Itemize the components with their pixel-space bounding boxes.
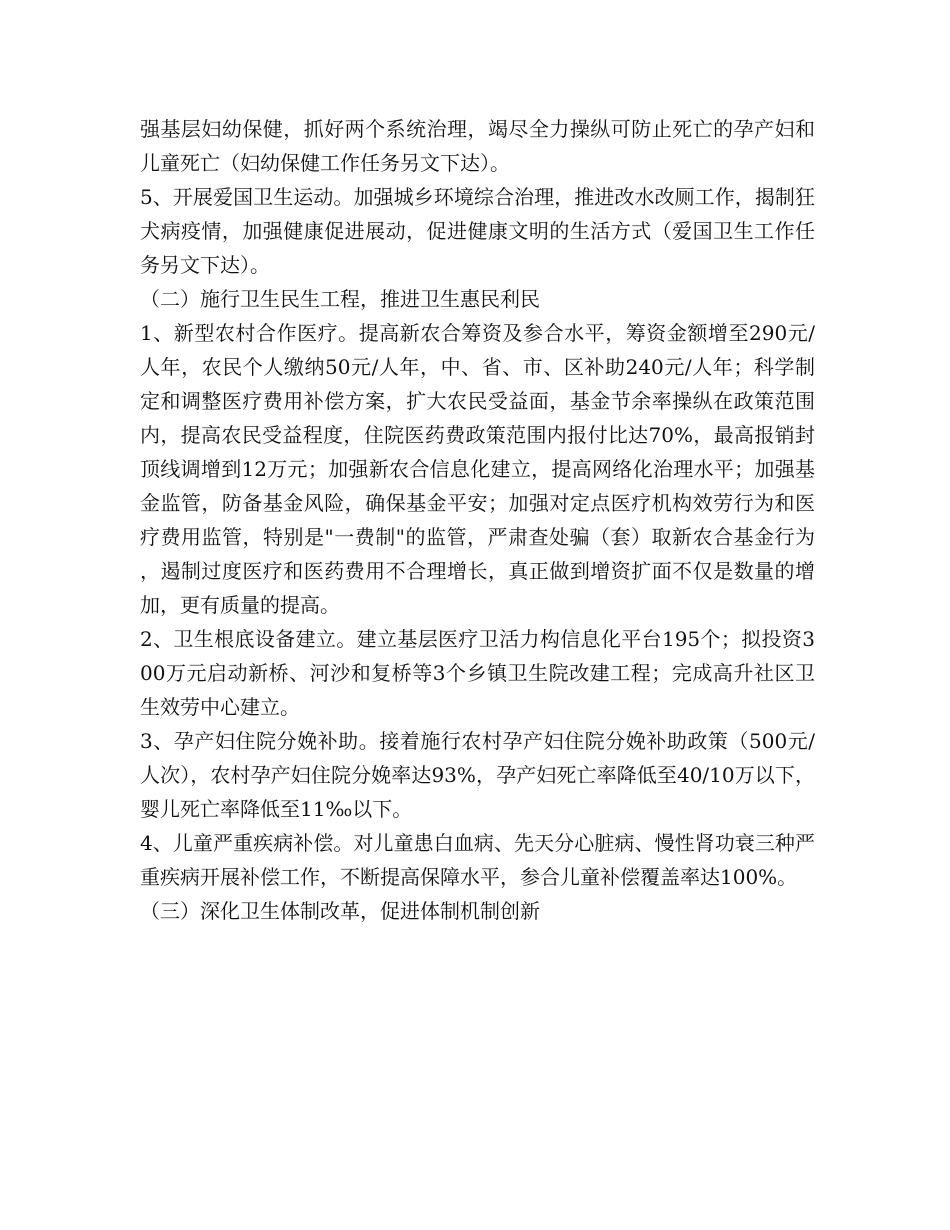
paragraph-rural-cooperative-medical: 1、新型农村合作医疗。提高新农合筹资及参合水平，筹资金额增至290元/人年，农民个人缴纳50元/人年，中、省、市、区补助240元/人年；科学制定和调整医疗费用补偿方案，扩大农民受益面，基金节余率操纵在政策范围内，提高农民受益程度，住院医药费政策范围内报付比达70%，最高报销封顶线调增到12万元；加强新农合信息化建立，提高网络化治理水平；加强基金监管，防备基金风险，确保基金平安；加强对定点医疗机构效劳行为和医疗费用监管，特别是"一费制"的监管，严肃查处骗（套）取新农合基金行为，遏制过度医疗和医药费用不合理增长，真正做到增资扩面不仅是数量的增加，更有质量的提高。 — [140, 321, 815, 617]
section-heading-3: （三）深化卫生体制改革，促进体制机制创新 — [140, 899, 540, 923]
paragraph-maternal-delivery-subsidy: 3、孕产妇住院分娩补助。接着施行农村孕产妇住院分娩补助政策（500元/人次），农村孕产妇住院分娩率达93%，孕产妇死亡率降低至40/10万以下，婴儿死亡率降低至11‰以下。 — [140, 729, 815, 821]
document-body — [140, 112, 815, 928]
section-heading-2: （二）施行卫生民生工程，推进卫生惠民利民 — [140, 287, 540, 311]
paragraph-maternal-child-health: 强基层妇幼保健，抓好两个系统治理，竭尽全力操纵可防止死亡的孕产妇和儿童死亡（妇幼保健工作任务另文下达）。 — [140, 117, 815, 175]
paragraph-child-disease-compensation: 4、儿童严重疾病补偿。对儿童患白血病、先天分心脏病、慢性肾功衰三种严重疾病开展补偿工作，不断提高保障水平，参合儿童补偿覆盖率达100%。 — [140, 831, 815, 889]
paragraph-health-infrastructure: 2、卫生根底设备建立。建立基层医疗卫活力构信息化平台195个；拟投资300万元启动新桥、河沙和复桥等3个乡镇卫生院改建工程；完成高升社区卫生效劳中心建立。 — [140, 627, 815, 719]
paragraph-patriotic-health-campaign: 5、开展爱国卫生运动。加强城乡环境综合治理，推进改水改厕工作，揭制狂犬病疫情，加强健康促进展动，促进健康文明的生活方式（爱国卫生工作任务另文下达）。 — [140, 185, 815, 277]
